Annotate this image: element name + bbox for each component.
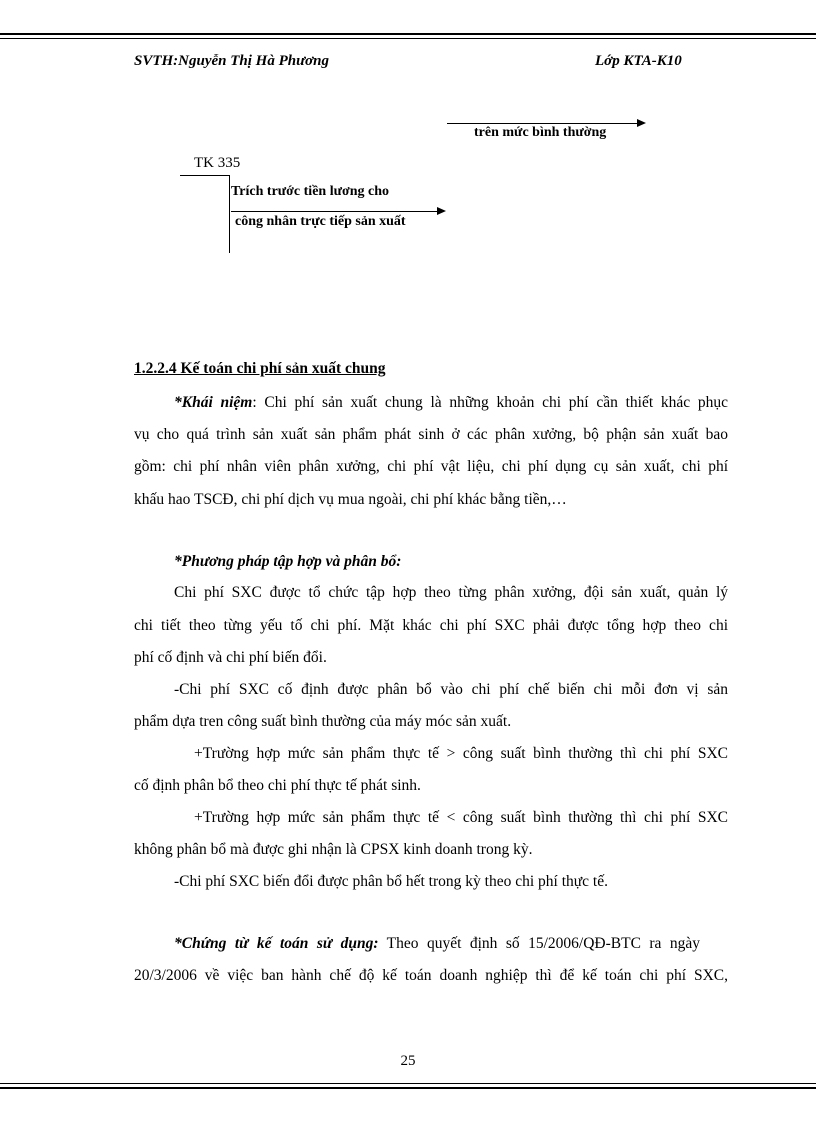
method-line-6: +Trường hợp mức sản phẩm thực tế > công suất bình thường thì chi phí SXC bbox=[194, 745, 728, 762]
method-line-3: phí cố định và chi phí biến đổi. bbox=[134, 649, 327, 666]
entry-line-1: Trích trước tiền lương cho bbox=[231, 184, 390, 199]
documents-line-2: 20/3/2006 về việc ban hành chế độ kế toán doanh nghiệp thì để kế toán chi phí SXC, bbox=[134, 967, 728, 984]
account-label: TK 335 bbox=[194, 155, 241, 171]
concept-label: *Khái niệm bbox=[174, 394, 253, 411]
header-author: SVTH:Nguyễn Thị Hà Phương bbox=[134, 53, 329, 69]
concept-line-4: khấu hao TSCĐ, chi phí dịch vụ mua ngoài, chi phí khác bằng tiền,… bbox=[134, 491, 567, 508]
documents-text-1: Theo quyết định số 15/2006/QĐ-BTC ra ngày bbox=[378, 935, 700, 952]
concept-line-1 bbox=[174, 387, 728, 419]
top-arrow-head bbox=[637, 119, 646, 127]
method-heading: *Phương pháp tập hợp và phân bổ: bbox=[174, 553, 402, 570]
method-line-9: không phân bổ mà được ghi nhận là CPSX kinh doanh trong kỳ. bbox=[134, 841, 533, 858]
t-account-vertical-line bbox=[229, 175, 230, 253]
concept-line-3: gồm: chi phí nhân viên phân xưởng, chi phí vật liệu, chi phí dụng cụ sản xuất, chi phí bbox=[134, 458, 728, 475]
header-class: Lớp KTA-K10 bbox=[595, 53, 682, 69]
method-line-4: -Chi phí SXC cố định được phân bổ vào chi phí chế biến chi mỗi đơn vị sản bbox=[174, 681, 728, 698]
method-line-8: +Trường hợp mức sản phẩm thực tế < công suất bình thường thì chi phí SXC bbox=[194, 809, 728, 826]
top-rule-thin bbox=[0, 38, 816, 39]
documents-label: *Chứng từ kế toán sử dụng: bbox=[174, 935, 379, 952]
concept-text-1: : Chi phí sản xuất chung là những khoản chi phí cần thiết khác phục bbox=[252, 394, 728, 411]
method-line-7: cố định phân bổ theo chi phí thực tế phát sinh. bbox=[134, 777, 421, 794]
entry-line-2: công nhân trực tiếp sản xuất bbox=[235, 214, 406, 229]
top-arrow-label: trên mức bình thường bbox=[474, 125, 607, 140]
method-line-5: phẩm dựa tren công suất bình thường của máy móc sản xuất. bbox=[134, 713, 512, 730]
method-line-1: Chi phí SXC được tổ chức tập hợp theo từng phân xưởng, đội sản xuất, quản lý bbox=[174, 584, 728, 601]
section-heading: 1.2.2.4 Kế toán chi phí sản xuất chung bbox=[134, 360, 386, 377]
top-arrow-line bbox=[447, 123, 637, 124]
entry-arrow-line bbox=[231, 211, 437, 212]
documents-line-1 bbox=[174, 928, 700, 960]
top-rule-thick bbox=[0, 33, 816, 35]
bottom-rule-thick bbox=[0, 1087, 816, 1089]
page-number: 25 bbox=[400, 1053, 416, 1069]
entry-arrow-head bbox=[437, 207, 446, 215]
t-account-top-line bbox=[180, 175, 230, 176]
method-line-2: chi tiết theo từng yếu tố chi phí. Mặt khác chi phí SXC phải được tổng hợp theo chi bbox=[134, 617, 728, 634]
concept-line-2: vụ cho quá trình sản xuất sản phẩm phát sinh ở các phân xưởng, bộ phận sản xuất bao bbox=[134, 426, 728, 443]
bottom-rule-thin bbox=[0, 1083, 816, 1084]
method-line-10: -Chi phí SXC biến đổi được phân bổ hết trong kỳ theo chi phí thực tế. bbox=[174, 873, 608, 890]
